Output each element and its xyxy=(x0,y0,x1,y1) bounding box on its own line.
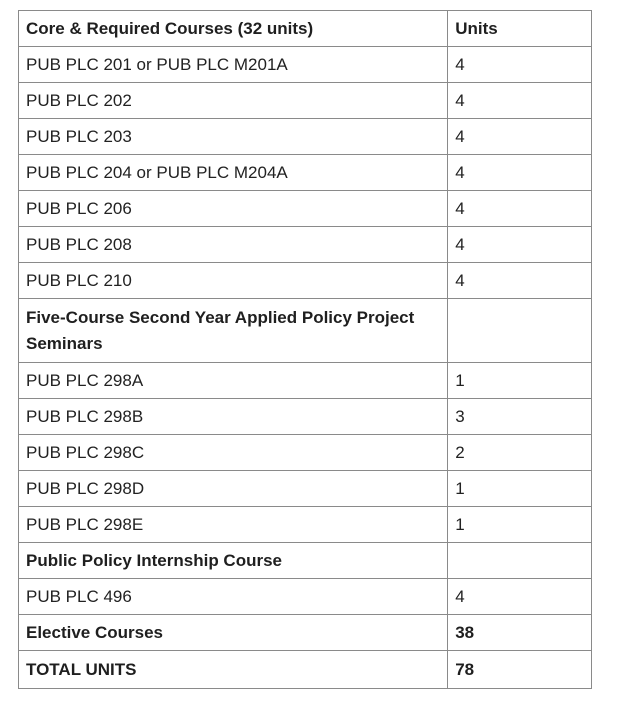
table-row xyxy=(19,471,592,507)
course-cell: PUB PLC 206 xyxy=(19,191,448,227)
section-row-internship xyxy=(19,543,592,579)
course-cell: PUB PLC 298A xyxy=(19,363,448,399)
course-cell: PUB PLC 202 xyxy=(19,83,448,119)
table-row xyxy=(19,363,592,399)
header-units-cell: Units xyxy=(448,11,592,47)
units-cell: 4 xyxy=(448,263,592,299)
course-cell: PUB PLC 298C xyxy=(19,435,448,471)
table-row xyxy=(19,263,592,299)
units-cell: 1 xyxy=(448,507,592,543)
table-row xyxy=(19,227,592,263)
total-label-cell: TOTAL UNITS xyxy=(19,651,448,689)
header-course-cell: Core & Required Courses (32 units) xyxy=(19,11,448,47)
course-cell: PUB PLC 298D xyxy=(19,471,448,507)
table-row xyxy=(19,47,592,83)
table-row xyxy=(19,579,592,615)
units-cell: 1 xyxy=(448,471,592,507)
table-row xyxy=(19,119,592,155)
units-cell xyxy=(448,543,592,579)
units-cell: 3 xyxy=(448,399,592,435)
units-cell: 4 xyxy=(448,227,592,263)
section-heading-cell: Public Policy Internship Course xyxy=(19,543,448,579)
course-cell: PUB PLC 210 xyxy=(19,263,448,299)
elective-row xyxy=(19,615,592,651)
total-units-cell: 78 xyxy=(448,651,592,689)
units-cell: 4 xyxy=(448,155,592,191)
units-cell: 4 xyxy=(448,47,592,83)
table-row xyxy=(19,155,592,191)
units-cell: 1 xyxy=(448,363,592,399)
course-cell: PUB PLC 208 xyxy=(19,227,448,263)
units-cell: 4 xyxy=(448,579,592,615)
section-heading-cell: Five-Course Second Year Applied Policy Project Seminars xyxy=(19,299,448,363)
course-cell: PUB PLC 203 xyxy=(19,119,448,155)
section-row-applied-policy-project xyxy=(19,299,592,363)
table-row xyxy=(19,435,592,471)
units-cell: 2 xyxy=(448,435,592,471)
units-cell xyxy=(448,299,592,363)
course-cell: Elective Courses xyxy=(19,615,448,651)
units-cell: 38 xyxy=(448,615,592,651)
table-row xyxy=(19,399,592,435)
course-cell: PUB PLC 204 or PUB PLC M204A xyxy=(19,155,448,191)
table-row xyxy=(19,83,592,119)
table-header-row xyxy=(19,11,592,47)
course-cell: PUB PLC 201 or PUB PLC M201A xyxy=(19,47,448,83)
course-cell: PUB PLC 298E xyxy=(19,507,448,543)
units-cell: 4 xyxy=(448,191,592,227)
units-cell: 4 xyxy=(448,119,592,155)
course-cell: PUB PLC 496 xyxy=(19,579,448,615)
units-table xyxy=(18,10,592,689)
total-row xyxy=(19,651,592,689)
table-row xyxy=(19,507,592,543)
table-row xyxy=(19,191,592,227)
units-cell: 4 xyxy=(448,83,592,119)
course-cell: PUB PLC 298B xyxy=(19,399,448,435)
